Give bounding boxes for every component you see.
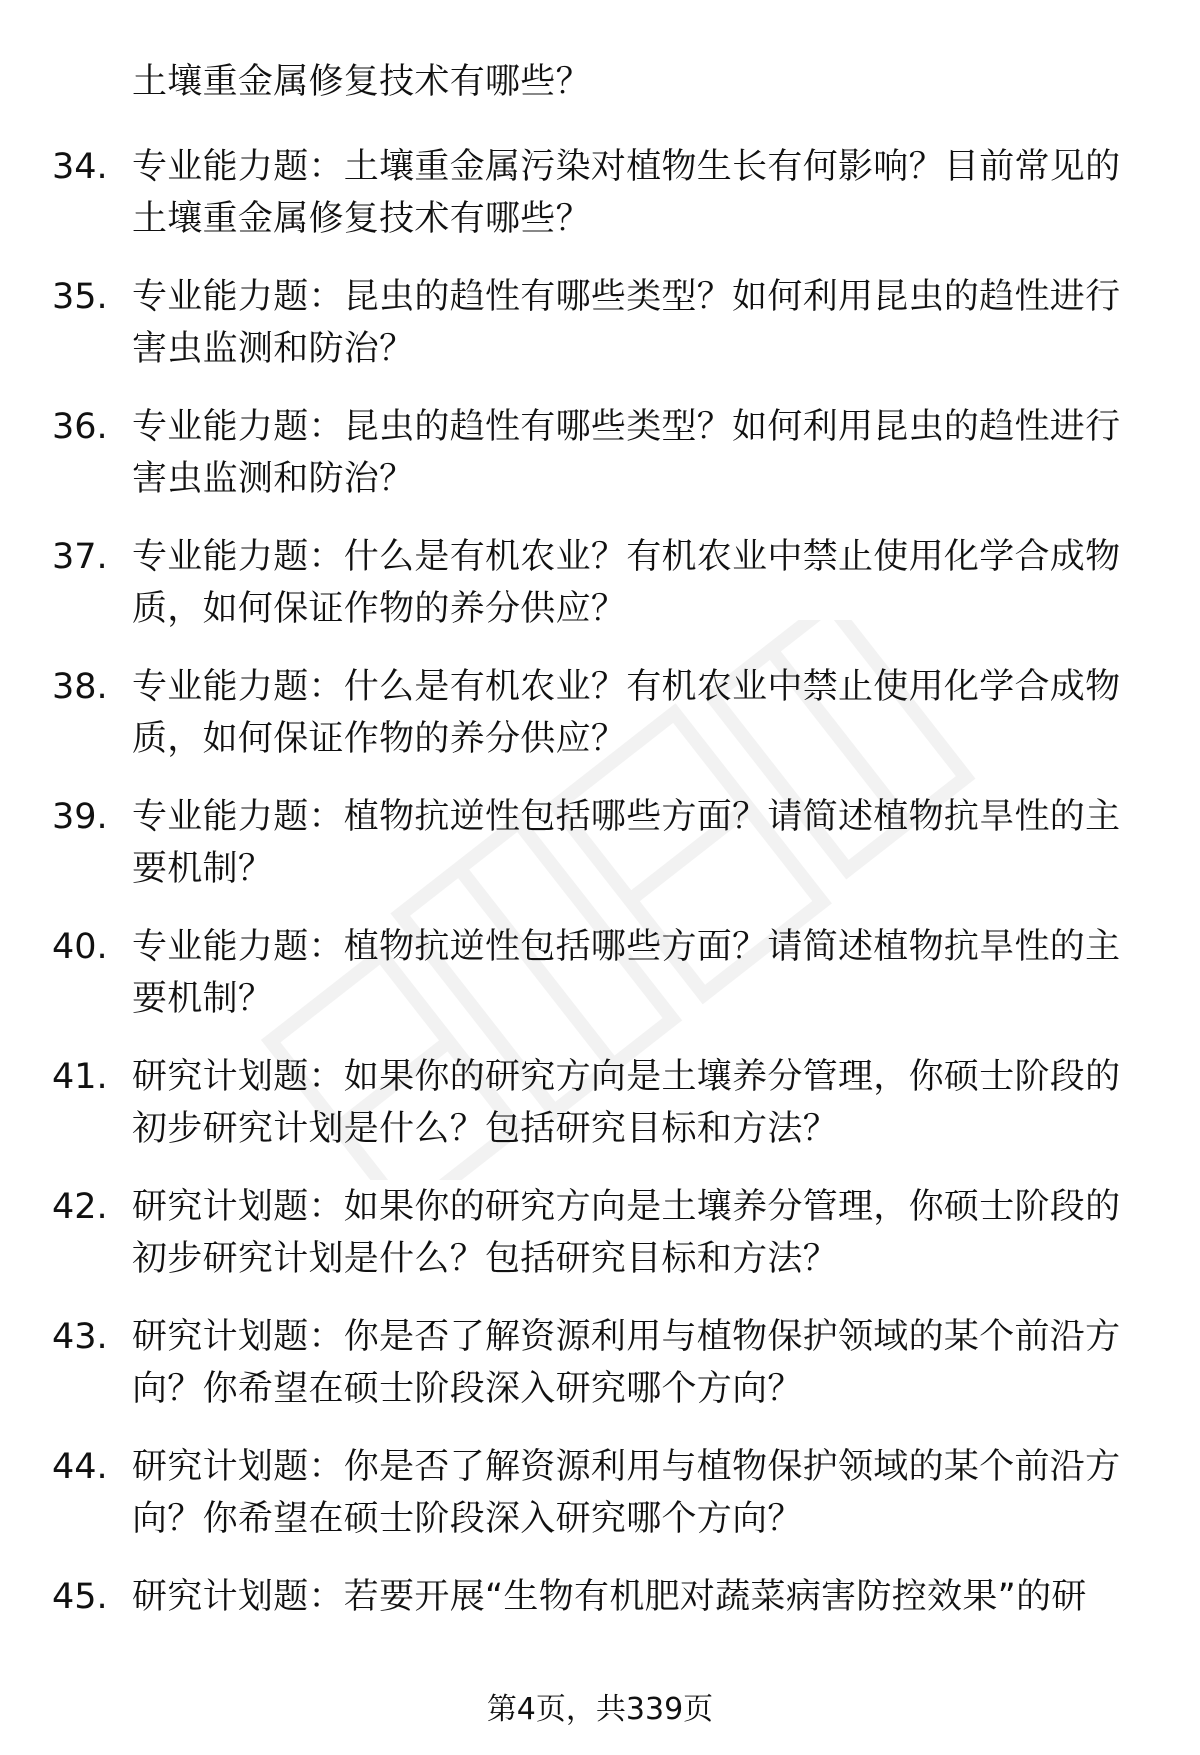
question-text: 专业能力题：什么是有机农业？有机农业中禁止使用化学合成物质，如何保证作物的养分供应？	[132, 537, 1121, 629]
question-item	[0, 1571, 1200, 1701]
question-text: 研究计划题：你是否了解资源利用与植物保护领域的某个前沿方向？你希望在硕士阶段深入研究哪个方向？	[132, 1317, 1121, 1409]
question-item	[0, 401, 1200, 531]
question-number: 37.	[52, 537, 108, 577]
page-footer: 第4页，共339页	[486, 1692, 714, 1727]
question-item	[0, 1181, 1200, 1311]
question-text: 专业能力题：植物抗逆性包括哪些方面？请简述植物抗旱性的主要机制？	[132, 927, 1121, 1019]
question-item	[0, 1311, 1200, 1441]
question-item	[0, 921, 1200, 1051]
question-item	[0, 791, 1200, 921]
question-number: 34.	[52, 147, 108, 187]
question-number: 35.	[52, 277, 108, 317]
question-list	[0, 141, 1200, 1701]
question-item	[0, 531, 1200, 661]
question-text: 专业能力题：什么是有机农业？有机农业中禁止使用化学合成物质，如何保证作物的养分供应？	[132, 667, 1121, 759]
question-number: 44.	[52, 1447, 108, 1487]
question-text: 专业能力题：植物抗逆性包括哪些方面？请简述植物抗旱性的主要机制？	[132, 797, 1121, 889]
question-number: 40.	[52, 927, 108, 967]
question-text: 专业能力题：昆虫的趋性有哪些类型？如何利用昆虫的趋性进行害虫监测和防治？	[132, 407, 1121, 499]
question-number: 38.	[52, 667, 108, 707]
question-item	[0, 661, 1200, 791]
question-number: 41.	[52, 1057, 108, 1097]
question-number: 42.	[52, 1187, 108, 1227]
question-number: 45.	[52, 1577, 108, 1617]
question-item	[0, 1441, 1200, 1571]
question-text: 专业能力题：土壤重金属污染对植物生长有何影响？目前常见的土壤重金属修复技术有哪些？	[132, 147, 1121, 239]
question-number: 39.	[52, 797, 108, 837]
question-item	[0, 141, 1200, 271]
question-text: 研究计划题：如果你的研究方向是土壤养分管理，你硕士阶段的初步研究计划是什么？包括研究目标和方法？	[132, 1057, 1121, 1149]
question-text: 研究计划题：若要开展“生物有机肥对蔬菜病害防控效果”的研	[132, 1577, 1087, 1617]
question-number: 43.	[52, 1317, 108, 1357]
question-number: 36.	[52, 407, 108, 447]
question-text: 研究计划题：如果你的研究方向是土壤养分管理，你硕士阶段的初步研究计划是什么？包括研究目标和方法？	[132, 1187, 1121, 1279]
continued-question-text: 土壤重金属修复技术有哪些？	[132, 62, 591, 102]
question-item	[0, 271, 1200, 401]
question-text: 研究计划题：你是否了解资源利用与植物保护领域的某个前沿方向？你希望在硕士阶段深入研究哪个方向？	[132, 1447, 1121, 1539]
question-text: 专业能力题：昆虫的趋性有哪些类型？如何利用昆虫的趋性进行害虫监测和防治？	[132, 277, 1121, 369]
question-item	[0, 1051, 1200, 1181]
